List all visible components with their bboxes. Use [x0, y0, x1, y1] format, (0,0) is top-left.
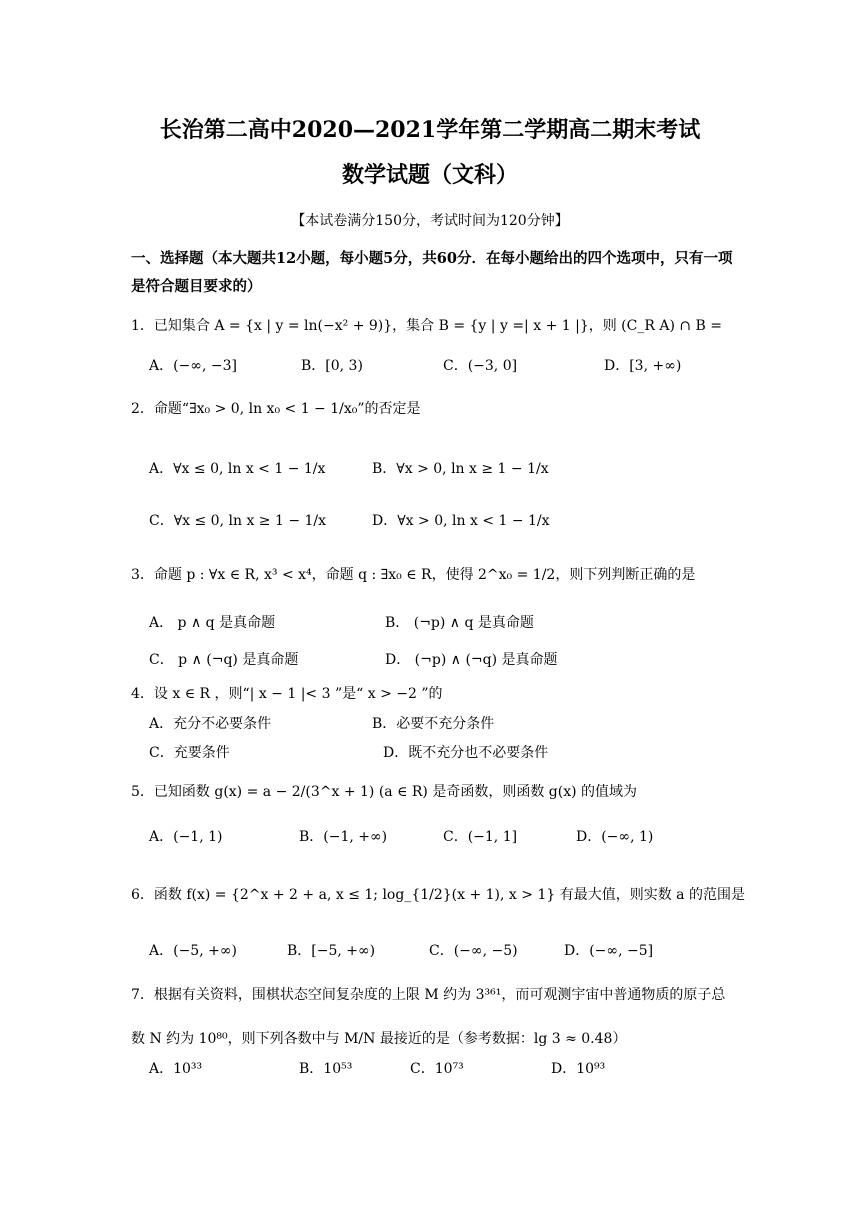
q1-option-a: A．(−∞, −3]	[149, 358, 237, 374]
q2-option-b: B．∀x > 0, ln x ≥ 1 − 1/x	[372, 461, 549, 477]
q5-option-b: B．(−1, +∞)	[299, 829, 388, 845]
q6-option-a: A．(−5, +∞)	[149, 943, 237, 959]
question-2-stem: 2．命题“∃x₀ > 0, ln x₀ < 1 − 1/x₀”的否定是	[131, 401, 421, 417]
q6-option-c: C．(−∞, −5)	[429, 943, 518, 959]
q1-option-b: B．[0, 3)	[301, 358, 363, 374]
q2-option-a: A．∀x ≤ 0, ln x < 1 − 1/x	[149, 461, 326, 477]
exam-subtitle: 数学试题（文科）	[341, 162, 518, 188]
q1-option-d: D．[3, +∞)	[604, 358, 682, 374]
exam-note: 【本试卷满分150分，考试时间为120分钟】	[291, 213, 569, 229]
q5-option-a: A．(−1, 1)	[149, 829, 223, 845]
question-6-stem: 6．函数 f(x) = {2^x + 2 + a, x ≤ 1; log_{1/2}(x + 1), x > 1} 有最大值，则实数 a 的范围是	[131, 887, 745, 903]
q7-option-d: D．10⁹³	[551, 1061, 606, 1077]
section-heading: 一、选择题（本大题共12小题，每小题5分，共60分．在每小题给出的四个选项中，只有一项是符合题目要求的）	[131, 250, 733, 295]
q4-option-a: A．充分不必要条件	[149, 716, 272, 732]
q3-option-b: B． (¬p) ∧ q 是真命题	[385, 615, 534, 631]
q6-option-d: D．(−∞, −5]	[564, 943, 654, 959]
q4-option-d: D．既不充分也不必要条件	[383, 745, 549, 761]
question-5-stem: 5．已知函数 g(x) = a − 2/(3^x + 1) (a ∈ R) 是奇函数，则函数 g(x) 的值域为	[131, 784, 638, 800]
q4-option-c: C．充要条件	[149, 745, 230, 761]
question-4-stem: 4．设 x ∈ R ，则“| x − 1 |< 3 ”是“ x > −2 ”的	[131, 686, 443, 702]
q3-option-a: A． p ∧ q 是真命题	[149, 615, 276, 631]
q6-option-b: B．[−5, +∞)	[287, 943, 376, 959]
q4-option-b: B．必要不充分条件	[372, 716, 495, 732]
q5-option-c: C．(−1, 1]	[443, 829, 518, 845]
q3-option-d: D． (¬p) ∧ (¬q) 是真命题	[385, 652, 558, 668]
question-1-stem: 1．已知集合 A = {x | y = ln(−x² + 9)}，集合 B = {y | y =| x + 1 |}，则 (C_R A) ∩ B =	[131, 318, 723, 334]
q1-option-c: C．(−3, 0]	[443, 358, 518, 374]
q2-option-c: C．∀x ≤ 0, ln x ≥ 1 − 1/x	[149, 513, 327, 529]
exam-title: 长治第二高中2020—2021学年第二学期高二期末考试	[159, 117, 701, 143]
q5-option-d: D．(−∞, 1)	[576, 829, 654, 845]
q7-option-c: C．10⁷³	[410, 1061, 464, 1077]
q7-option-a: A．10³³	[149, 1061, 203, 1077]
question-3-stem: 3．命题 p : ∀x ∈ R, x³ < x⁴，命题 q : ∃x₀ ∈ R，使得 2^x₀ = 1/2，则下列判断正确的是	[131, 567, 696, 583]
q7-option-b: B．10⁵³	[299, 1061, 353, 1077]
question-7-stem: 7．根据有关资料，围棋状态空间复杂度的上限 M 约为 3³⁶¹，而可观测宇宙中普通物质的原子总数 N 约为 10⁸⁰，则下列各数中与 M/N 最接近的是（参考数据：lg 3 ≈ 0.48）	[131, 987, 726, 1047]
q3-option-c: C． p ∧ (¬q) 是真命题	[149, 652, 299, 668]
q2-option-d: D．∀x > 0, ln x < 1 − 1/x	[372, 513, 550, 529]
